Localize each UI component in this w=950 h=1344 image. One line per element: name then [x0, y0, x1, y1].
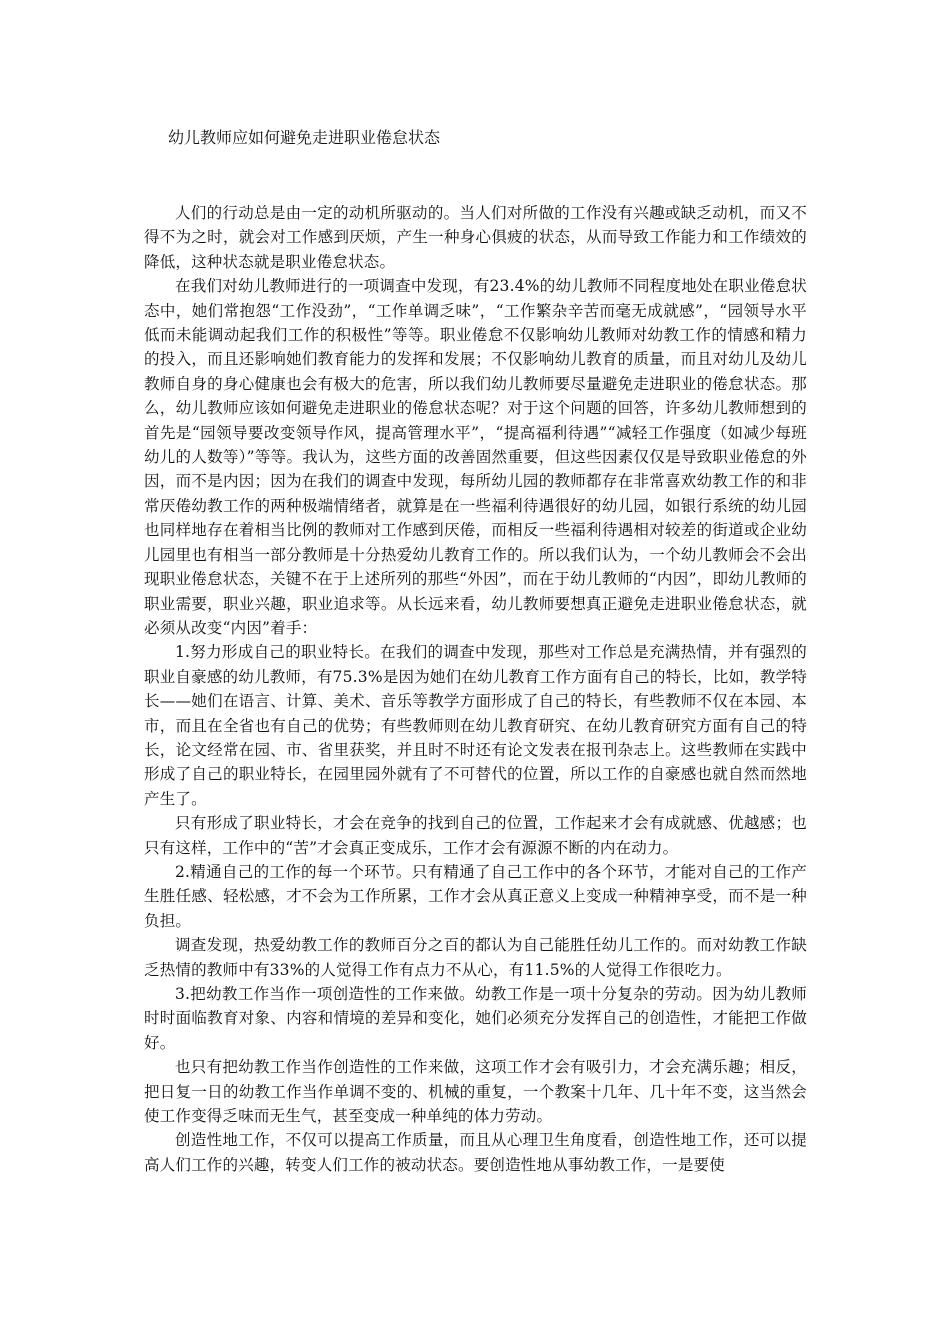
- document-title: 幼儿教师应如何避免走进职业倦怠状态: [168, 128, 441, 147]
- paragraph: 也只有把幼教工作当作创造性的工作来做，这项工作才会有吸引力，才会充满乐趣；相反，把日复一日的幼教工作当作单调不变的、机械的重复，一个教案十几年、几十年不变，这当然会使工作变得乏味而无生气，甚至变成一种单纯的体力劳动。: [144, 1058, 807, 1126]
- paragraph: 创造性地工作，不仅可以提高工作质量，而且从心理卫生角度看，创造性地工作，还可以提高人们工作的兴趣，转变人们工作的被动状态。要创造性地从事幼教工作，一是要使: [144, 1131, 807, 1174]
- paragraph: 2.精通自己的工作的每一个环节。只有精通了自己工作中的各个环节，才能对自己的工作产生胜任感、轻松感，才不会为工作所累，工作才会从真正意义上变成一种精神享受，而不是一种负担。: [144, 862, 807, 930]
- paragraph: 1.努力形成自己的职业特长。在我们的调查中发现，那些对工作总是充满热情，并有强烈的职业自豪感的幼儿教师，有75.3%是因为她们在幼儿教育工作方面有自己的特长，比如，教学特长——她们在语言、计算、美术、音乐等教学方面形成了自己的特长，有些教师不仅在本园、本市，而且在全省也有自己的优势；有些教师则在幼儿教育研究、在幼儿教育研究方面有自己的特长，论文经常在园、市、省里获奖，并且时不时还有论文发表在报刊杂志上。这些教师在实践中形成了自己的职业特长，在园里园外就有了不可替代的位置，所以工作的自豪感也就自然而然地产生了。: [144, 643, 807, 808]
- paragraph: 只有形成了职业特长，才会在竞争的找到自己的位置，工作起来才会有成就感、优越感；也只有这样，工作中的“苦”才会真正变成乐，工作才会有源源不断的内在动力。: [144, 814, 807, 857]
- paragraph: 调查发现，热爱幼教工作的教师百分之百的都认为自己能胜任幼儿工作的。而对幼教工作缺乏热情的教师中有33%的人觉得工作有点力不从心，有11.5%的人觉得工作很吃力。: [144, 936, 807, 979]
- paragraph: 3.把幼教工作当作一项创造性的工作来做。幼教工作是一项十分复杂的劳动。因为幼儿教师时时面临教育对象、内容和情境的差异和变化，她们必须充分发挥自己的创造性，才能把工作做好。: [144, 985, 807, 1052]
- paragraph: 在我们对幼儿教师进行的一项调查中发现，有23.4%的幼儿教师不同程度地处在职业倦怠状态中，她们常抱怨“工作没劲”，“工作单调乏味”，“工作繁杂辛苦而毫无成就感”，“园领导水平低而未能调动起我们工作的积极性”等等。职业倦怠不仅影响幼儿教师对幼教工作的情感和精力的投入，而且还影响她们教育能力的发挥和发展；不仅影响幼儿教育的质量，而且对幼儿及幼儿教师自身的身心健康也会有极大的危害，所以我们幼儿教师要尽量避免走进职业的倦怠状态。那么，幼儿教师应该如何避免走进职业的倦怠状态呢？对于这个问题的回答，许多幼儿教师想到的首先是“园领导要改变领导作风，提高管理水平”，“提高福利待遇”“减轻工作强度（如减少每班幼儿的人数等）”等等。我认为，这些方面的改善固然重要，但这些因素仅仅是导致职业倦怠的外因，而不是内因；因为在我们的调查中发现，每所幼儿园的教师都存在非常喜欢幼教工作的和非常厌倦幼教工作的两种极端情绪者，就算是在一些福利待遇很好的幼儿园，如银行系统的幼儿园也同样地存在着相当比例的教师对工作感到厌倦，而相反一些福利待遇相对较差的街道或企业幼儿园里也有相当一部分教师是十分热爱幼儿教育工作的。所以我们认为，一个幼儿教师会不会出现职业倦怠状态，关键不在于上述所列的那些“外因”，而在于幼儿教师的“内因”，即幼儿教师的职业需要，职业兴趣，职业追求等。从长远来看，幼儿教师要想真正避免走进职业倦怠状态，就必须从改变“内因”着手：: [144, 277, 807, 637]
- document-body: [144, 201, 807, 1177]
- paragraph: 人们的行动总是由一定的动机所驱动的。当人们对所做的工作没有兴趣或缺乏动机，而又不得不为之时，就会对工作感到厌烦，产生一种身心俱疲的状态，从而导致工作能力和工作绩效的降低，这种状态就是职业倦怠状态。: [144, 204, 807, 271]
